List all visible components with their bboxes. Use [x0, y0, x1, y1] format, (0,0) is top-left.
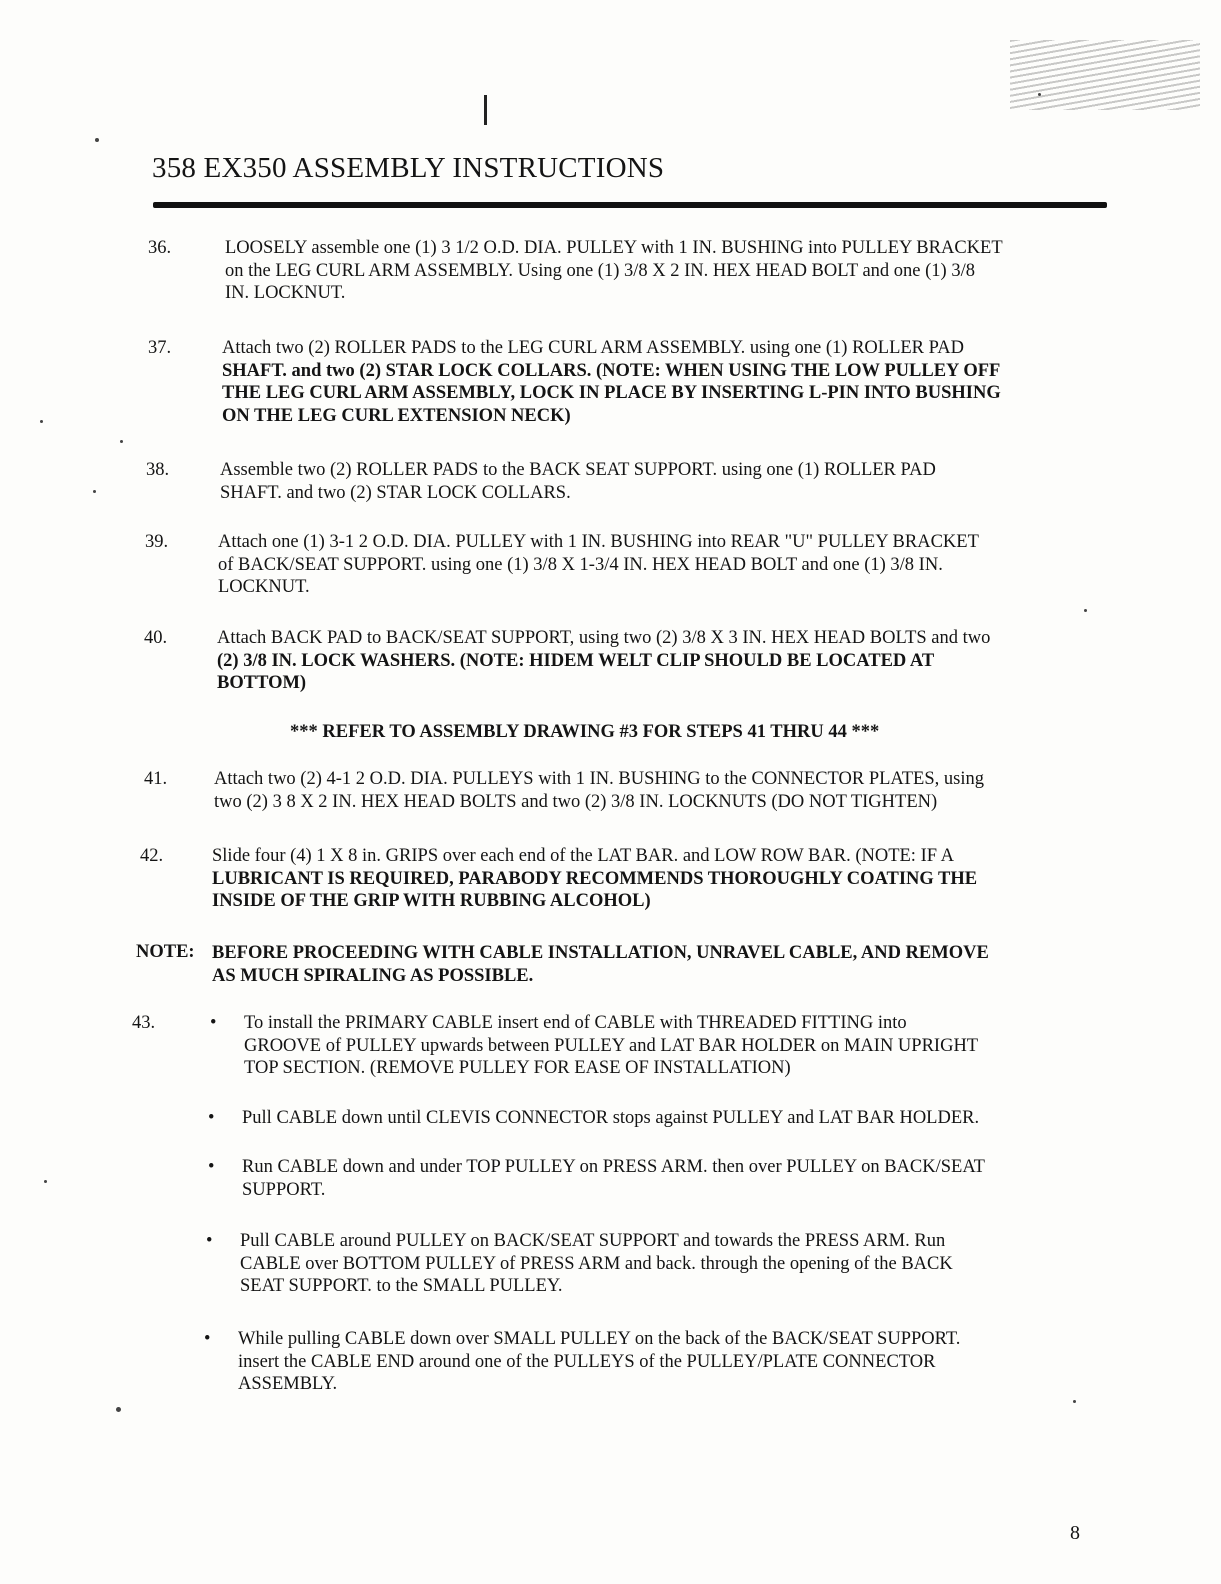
step-text: LOOSELY assemble one (1) 3 1/2 O.D. DIA. PULLEY with 1 IN. BUSHING into PULLEY BRACKET on the LEG CURL ARM ASSEMBLY. Using one (1) 3/8 X 2 IN. HEX HEAD BOLT and one (1) 3/8 IN. LOCKNUT. — [225, 238, 1003, 303]
step-number: 38. — [146, 460, 170, 480]
step-number: 41. — [144, 769, 168, 789]
list-item: • While pulling CABLE down over SMALL PULLEY on the back of the BACK/SEAT SUPPORT. insert the CABLE END around one of the PULLEYS of the PULLEY/PLATE CONNECTOR ASSEMBLY. — [204, 1329, 961, 1394]
list-item: • Run CABLE down and under TOP PULLEY on PRESS ARM. then over PULLEY on BACK/SEAT SUPPORT. — [208, 1157, 985, 1200]
scan-speck — [40, 420, 43, 423]
list-item: • To install the PRIMARY CABLE insert end of CABLE with THREADED FITTING into GROOVE of PULLEY upwards between PULLEY and LAT BAR HOLDER on MAIN UPRIGHT TOP SECTION. (REMOVE PULLEY FOR EASE OF INSTALLATION) — [210, 1013, 979, 1078]
step-number: 39. — [145, 532, 169, 552]
scan-speck — [93, 490, 96, 493]
step-38 — [146, 459, 1106, 505]
step-41 — [144, 768, 1106, 814]
bullet-icon: • — [204, 1329, 211, 1349]
scan-speck — [1038, 93, 1041, 96]
scan-speck — [44, 1180, 47, 1183]
step-number: 36. — [148, 238, 172, 258]
step-37 — [148, 337, 1108, 429]
step-36 — [148, 237, 1108, 307]
scan-noise — [1010, 40, 1200, 110]
bullet-icon: • — [206, 1231, 213, 1251]
step-number: 42. — [140, 846, 164, 866]
note-label: NOTE: — [136, 942, 195, 962]
scan-speck — [116, 1407, 121, 1412]
scan-speck — [120, 440, 123, 443]
bullet-icon: • — [208, 1157, 215, 1177]
step-text: Attach two (2) 4-1 2 O.D. DIA. PULLEYS with 1 IN. BUSHING to the CONNECTOR PLATES, using two (2) 3 8 X 2 IN. HEX HEAD BOLTS and two (2) 3/8 IN. LOCKNUTS (DO NOT TIGHTEN) — [214, 769, 984, 812]
scan-mark — [484, 95, 487, 125]
bullet-icon: • — [208, 1108, 215, 1128]
page-title: 358 EX350 ASSEMBLY INSTRUCTIONS — [152, 152, 665, 184]
list-item: • Pull CABLE around PULLEY on BACK/SEAT SUPPORT and towards the PRESS ARM. Run CABLE over BOTTOM PULLEY of PRESS ARM and back. through the opening of the BACK SEAT SUPPORT. to the SMALL PULLEY. — [206, 1231, 953, 1296]
bullet-icon: • — [210, 1013, 217, 1033]
list-item: • Pull CABLE down until CLEVIS CONNECTOR stops against PULLEY and LAT BAR HOLDER. — [208, 1108, 980, 1128]
step-number: 40. — [144, 628, 168, 648]
step-text: Attach two (2) ROLLER PADS to the LEG CURL ARM ASSEMBLY. using one (1) ROLLER PAD SHAFT. and two (2) STAR LOCK COLLARS. (NOTE: WHEN USING THE LOW PULLEY OFF THE LEG CURL ARM ASSEMBLY, LOCK IN PLACE BY INSERTING L-PIN INTO BUSHING ON THE LEG CURL EXTENSION NECK) — [222, 338, 1001, 426]
page-number: 8 — [1070, 1522, 1080, 1544]
step-text: Assemble two (2) ROLLER PADS to the BACK SEAT SUPPORT. using one (1) ROLLER PAD SHAFT. and two (2) STAR LOCK COLLARS. — [220, 460, 936, 503]
step-number: 37. — [148, 338, 172, 358]
step-39 — [145, 531, 1105, 601]
scan-speck — [95, 138, 99, 142]
scan-speck — [1084, 609, 1087, 612]
refer-drawing-note: *** REFER TO ASSEMBLY DRAWING #3 FOR STEPS 41 THRU 44 *** — [290, 722, 880, 742]
title-rule — [153, 202, 1107, 208]
step-text: Attach BACK PAD to BACK/SEAT SUPPORT, using two (2) 3/8 X 3 IN. HEX HEAD BOLTS and two (2) 3/8 IN. LOCK WASHERS. (NOTE: HIDEM WELT CLIP SHOULD BE LOCATED AT BOTTOM) — [217, 628, 991, 693]
step-42 — [140, 845, 1102, 915]
step-text: Attach one (1) 3-1 2 O.D. DIA. PULLEY with 1 IN. BUSHING into REAR "U" PULLEY BRACKET of BACK/SEAT SUPPORT. using one (1) 3/8 X 1-3/4 IN. HEX HEAD BOLT and one (1) 3/8 IN. LOCKNUT. — [218, 532, 979, 597]
step-43-number: 43. — [132, 1013, 156, 1033]
step-40 — [144, 627, 1106, 697]
scan-speck — [1073, 1400, 1076, 1403]
step-text: Slide four (4) 1 X 8 in. GRIPS over each end of the LAT BAR. and LOW ROW BAR. (NOTE: IF A LUBRICANT IS REQUIRED, PARABODY RECOMMENDS THOROUGHLY COATING THE INSIDE OF THE GRIP WITH RUBBING ALCOHOL) — [212, 846, 978, 911]
note-text: BEFORE PROCEEDING WITH CABLE INSTALLATION, UNRAVEL CABLE, AND REMOVE AS MUCH SPIRALING AS POSSIBLE. — [212, 943, 989, 986]
